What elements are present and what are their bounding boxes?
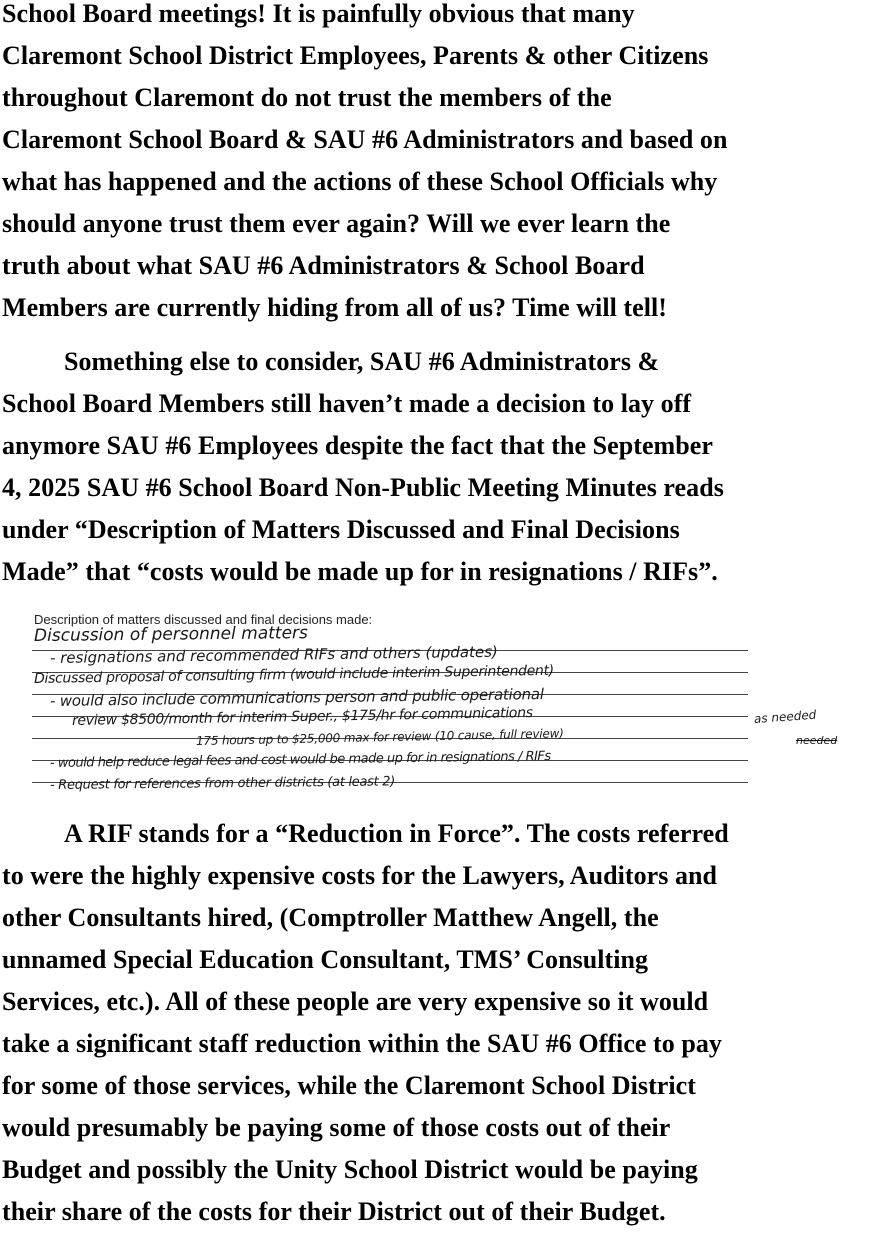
handwritten-line: - resignations and recommended RIFs and others (updates) [49,642,498,667]
margin-note: as needed [753,707,817,726]
text-line: under “Description of Matters Discussed and Final Decisions [2,515,680,544]
handwritten-line: - Request for references from other districts (at least 2) [49,774,396,793]
text-line: Something else to consider, SAU #6 Administrators & [64,347,660,376]
handwritten-line: - would also include communications person and public operational [49,685,544,710]
text-line: should anyone trust them ever again? Will we ever learn the [2,209,671,238]
text-line: School Board Members still haven’t made a decision to lay off [2,389,692,418]
text-line: Made” that “costs would be made up for in resignations / RIFs”. [2,557,718,586]
handwritten-line: Discussion of personnel matters [33,623,308,646]
text-line: take a significant staff reduction within the SAU #6 Office to pay [2,1029,722,1058]
handwritten-line: 175 hours up to $25,000 max for review (10 cause, full review) [195,726,564,748]
text-line: unnamed Special Education Consultant, TMS’ Consulting [2,945,649,974]
handwritten-line: Discussed proposal of consulting firm (would include interim Superintendent) [33,662,555,687]
text-line: Claremont School Board & SAU #6 Administrators and based on [2,125,728,154]
text-line: 4, 2025 SAU #6 School Board Non-Public Meeting Minutes reads [2,473,724,502]
text-line: would presumably be paying some of those costs out of their [2,1113,671,1142]
text-line: truth about what SAU #6 Administrators & School Board [2,251,645,280]
text-line: throughout Claremont do not trust the members of the [2,83,612,112]
text-line: A RIF stands for a “Reduction in Force”. The costs referred [64,819,729,848]
handwritten-line: - would help reduce legal fees and cost would be made up for in resignations / RIFs [49,749,551,771]
minutes-heading: Description of matters discussed and final decisions made: [34,612,373,627]
text-line: for some of those services, while the Claremont School District [2,1071,696,1100]
margin-note-struck: needed [796,734,838,747]
text-line: Budget and possibly the Unity School District would be paying [2,1155,698,1184]
paragraph-rif-explanation [0,813,733,1233]
text-line: to were the highly expensive costs for the Lawyers, Auditors and [2,861,718,890]
text-line: Members are currently hiding from all of us? Time will tell! [2,293,667,322]
minutes-excerpt-image [28,612,858,802]
text-line: other Consultants hired, (Comptroller Matthew Angell, the [2,903,659,932]
handwritten-line: review $8500/month for interim Super., $175/hr for communications [71,704,533,729]
paragraph-layoff-decision [0,341,728,593]
text-line: anymore SAU #6 Employees despite the fact that the September [2,431,713,460]
text-line: Claremont School District Employees, Parents & other Citizens [2,41,709,70]
text-line: what has happened and the actions of these School Officials why [2,167,718,196]
paragraph-board-trust [0,0,732,329]
text-line: Services, etc.). All of these people are very expensive so it would [2,987,709,1016]
text-line: their share of the costs for their District out of their Budget. [2,1197,666,1226]
text-line: School Board meetings! It is painfully obvious that many [2,0,635,28]
